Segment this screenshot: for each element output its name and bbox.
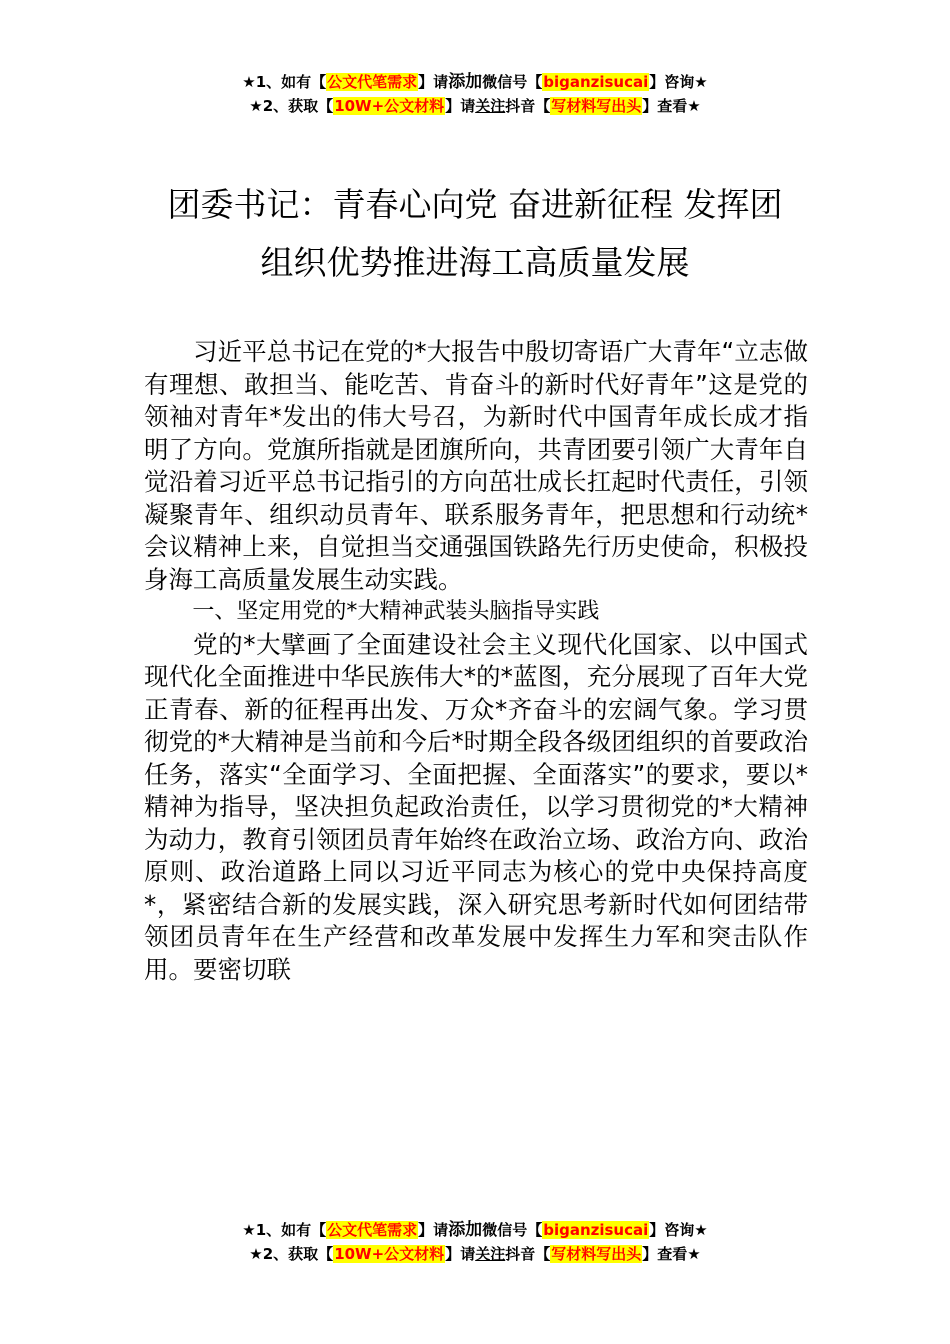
banner-text: 】请 <box>418 1221 449 1239</box>
banner-text: 添加 <box>448 1220 483 1240</box>
banner-line-1 <box>0 1218 950 1242</box>
banner-text: 】请 <box>445 1245 476 1263</box>
banner-text: ★1、如有【 <box>242 1221 327 1239</box>
section-heading: 一、坚定用党的*大精神武装头脑指导实践 <box>192 599 600 624</box>
document-body <box>144 336 808 986</box>
banner-text: 添加 <box>448 72 483 92</box>
title-line: 团委书记：青春心向党 奋进新征程 发挥团 <box>167 185 783 224</box>
banner-text: 关注 <box>475 97 506 115</box>
banner-highlight: biganzisucai <box>543 1221 649 1239</box>
document-title <box>130 176 820 292</box>
banner-text: 】请 <box>445 97 476 115</box>
banner-highlight: 公文代笔需求 <box>327 73 418 91</box>
banner-text: 微信号【 <box>482 1221 543 1239</box>
header-banner <box>0 70 950 118</box>
footer-banner <box>0 1218 950 1266</box>
banner-text: ★2、获取【 <box>249 97 334 115</box>
banner-highlight: 10W+公文材料 <box>334 1245 445 1263</box>
banner-highlight: 写材料写出头 <box>551 97 642 115</box>
banner-text: ★1、如有【 <box>242 73 327 91</box>
banner-text: 关注 <box>475 1245 506 1263</box>
banner-text: 】查看★ <box>642 1245 701 1263</box>
banner-text: 】查看★ <box>642 97 701 115</box>
banner-highlight: 10W+公文材料 <box>334 97 445 115</box>
banner-text: 微信号【 <box>482 73 543 91</box>
banner-text: 】请 <box>418 73 449 91</box>
body-paragraph: 习近平总书记在党的*大报告中殷切寄语广大青年“立志做有理想、敢担当、能吃苦、肯奋斗的新时代好青年”这是党的领袖对青年*发出的伟大号召，为新时代中国青年成长成才指明了方向。党旗所指就是团旗所向，共青团要引领广大青年自觉沿着习近平总书记指引的方向茁壮成长扛起时代责任，引领凝聚青年、组织动员青年、联系服务青年，把思想和行动统*会议精神上来，自觉担当交通强国铁路先行历史使命，积极投身海工高质量发展生动实践。 <box>144 337 808 594</box>
banner-line-1 <box>0 70 950 94</box>
banner-highlight: 写材料写出头 <box>551 1245 642 1263</box>
banner-highlight: 公文代笔需求 <box>327 1221 418 1239</box>
banner-line-2 <box>0 1242 950 1266</box>
banner-text: 抖音【 <box>505 97 551 115</box>
title-line: 组织优势推进海工高质量发展 <box>260 243 690 282</box>
banner-highlight: biganzisucai <box>543 73 649 91</box>
body-paragraph: 党的*大擘画了全面建设社会主义现代化国家、以中国式现代化全面推进中华民族伟大*的*蓝图，充分展现了百年大党正青春、新的征程再出发、万众*齐奋斗的宏阔气象。学习贯彻党的*大精神是当前和今后*时期全段各级团组织的首要政治任务，落实“全面学习、全面把握、全面落实”的要求，要以*精神为指导，坚决担负起政治责任，以学习贯彻党的*大精神为动力，教育引领团员青年始终在政治立场、政治方向、政治原则、政治道路上同以习近平同志为核心的党中央保持高度*，紧密结合新的发展实践，深入研究思考新时代如何团结带领团员青年在生产经营和改革发展中发挥生力军和突击队作用。要密切联 <box>144 629 808 984</box>
banner-text: 】咨询★ <box>649 1221 708 1239</box>
banner-text: 】咨询★ <box>649 73 708 91</box>
banner-line-2 <box>0 94 950 118</box>
banner-text: ★2、获取【 <box>249 1245 334 1263</box>
banner-text: 抖音【 <box>505 1245 551 1263</box>
